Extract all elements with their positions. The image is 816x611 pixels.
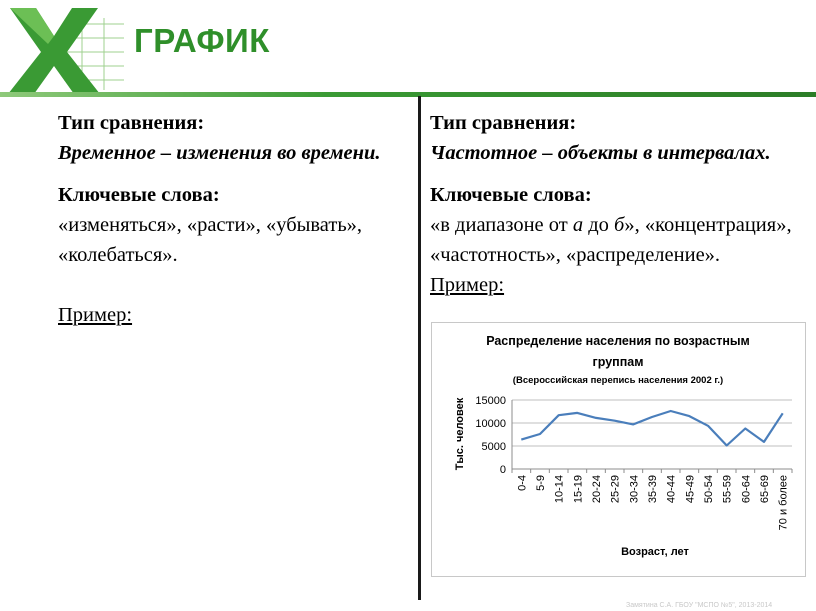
y-tick-label: 0 <box>499 464 506 476</box>
footer-credit: Замятина С.А. ГБОУ "МСПО №5", 2013-2014 <box>626 602 773 609</box>
header-divider <box>0 92 816 97</box>
y-axis-label: Тыс. человек <box>454 397 466 471</box>
x-axis-label: Возраст, лет <box>621 546 689 558</box>
left-column <box>58 108 414 330</box>
x-tick-label: 55-59 <box>721 475 734 504</box>
keywords-text: «в диапазоне от а до б», «концентрация», «частотность», «распределение». <box>430 214 792 266</box>
x-tick-label: 35-39 <box>647 475 659 504</box>
keywords-label: Ключевые слова: <box>430 184 592 206</box>
x-tick-label: 70 и более <box>777 475 790 531</box>
y-tick-label: 10000 <box>475 418 506 430</box>
x-tick-label: 30-34 <box>628 475 641 504</box>
population-chart <box>431 322 806 577</box>
x-tick-label: 60-64 <box>740 475 753 504</box>
x-tick-label: 50-54 <box>703 475 715 504</box>
x-tick-label: 0-4 <box>516 475 529 491</box>
example-label: Пример: <box>430 274 505 296</box>
y-tick-label: 15000 <box>475 395 506 407</box>
slide-title: ГРАФИК <box>134 22 270 59</box>
x-tick-label: 5-9 <box>535 475 547 491</box>
keywords-text: «изменяться», «расти», «убывать», «колебаться». <box>58 214 363 266</box>
comparison-type-value: Временное – изменения во времени. <box>58 142 381 164</box>
excel-logo <box>8 4 126 96</box>
column-divider <box>418 96 421 600</box>
x-tick-label: 65-69 <box>759 475 771 504</box>
comparison-type-value: Частотное – объекты в интервалах. <box>430 142 771 164</box>
comparison-type-label: Тип сравнения: <box>58 112 205 134</box>
x-tick-label: 25-29 <box>609 475 622 504</box>
x-tick-label: 40-44 <box>665 475 678 504</box>
example-label: Пример: <box>58 304 133 326</box>
x-tick-label: 10-14 <box>553 475 566 504</box>
chart-subtitle: (Всероссийская перепись населения 2002 г.) <box>512 375 724 386</box>
x-tick-label: 20-24 <box>591 475 603 504</box>
chart-title-line1: Распределение населения по возрастным <box>486 334 750 348</box>
x-tick-label: 15-19 <box>572 475 585 504</box>
chart-title-line2: группам <box>592 355 644 369</box>
line-chart <box>432 323 805 576</box>
y-tick-label: 5000 <box>481 441 506 453</box>
series-line <box>521 411 782 446</box>
comparison-type-label: Тип сравнения: <box>430 112 577 134</box>
x-tick-label: 45-49 <box>684 475 697 504</box>
keywords-label: Ключевые слова: <box>58 184 220 206</box>
right-column <box>430 108 815 300</box>
